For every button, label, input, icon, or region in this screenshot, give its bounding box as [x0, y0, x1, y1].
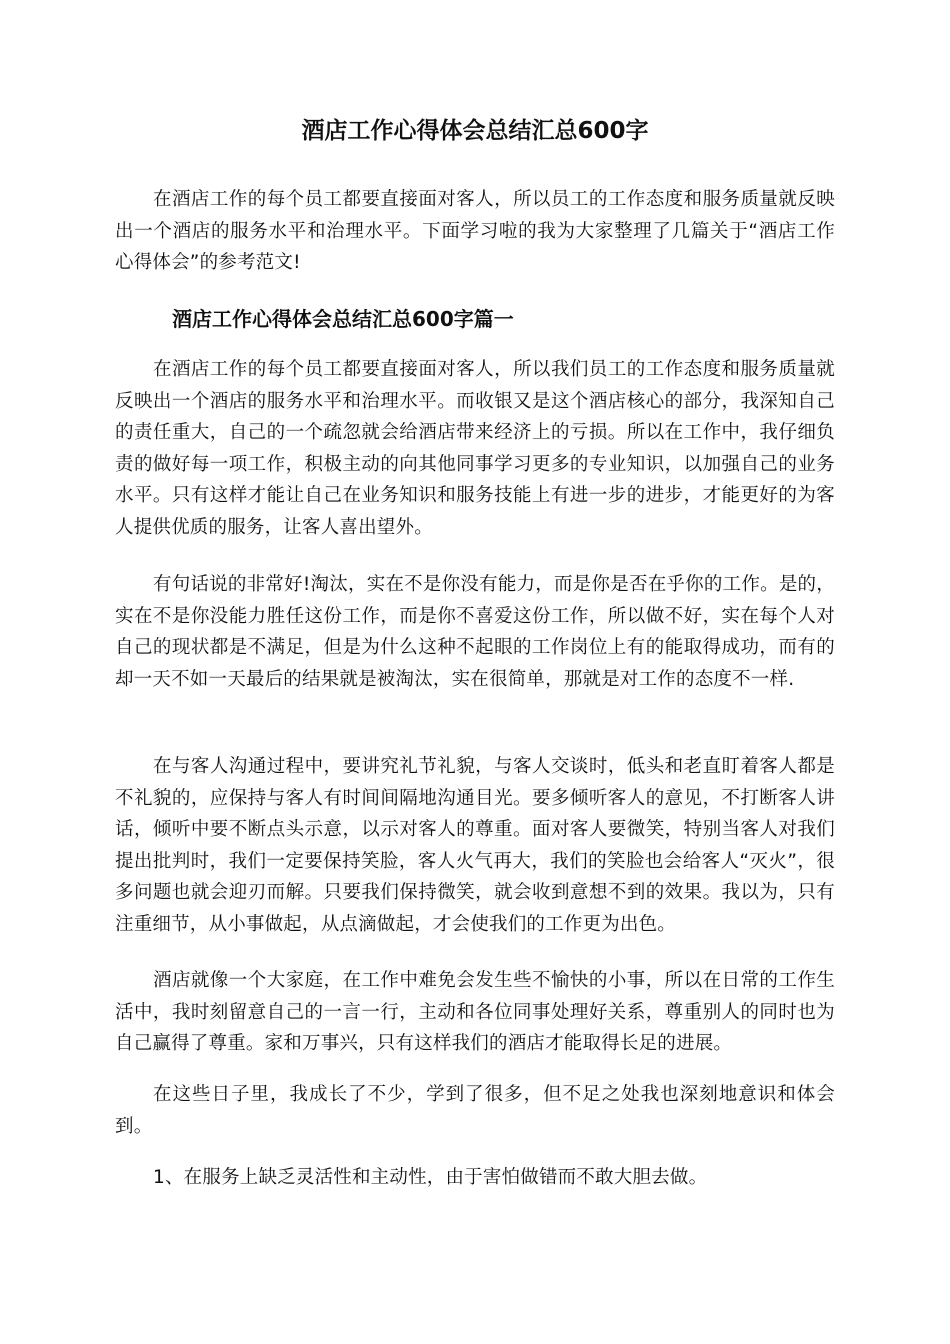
body-paragraph: 在酒店工作的每个员工都要直接面对客人，所以我们员工的工作态度和服务质量就反映出一个酒店的服务水平和治理水平。而收银又是这个酒店核心的部分，我深知自己的责任重大，自己的一个疏忽就会给酒店带来经济上的亏损。所以在工作中，我仔细负责的做好每一项工作，积极主动的向其他同事学习更多的专业知识，以加强自己的业务水平。只有这样才能让自己在业务知识和服务技能上有进一步的进步，才能更好的为客人提供优质的服务，让客人喜出望外。 — [115, 359, 835, 538]
body-paragraph: 酒店就像一个大家庭，在工作中难免会发生些不愉快的小事，所以在日常的工作生活中，我时刻留意自己的一言一行，主动和各位同事处理好关系，尊重别人的同时也为自己赢得了尊重。家和万事兴，只有这样我们的酒店才能取得长足的进展。 — [115, 970, 835, 1054]
document-title: 酒店工作心得体会总结汇总600字 — [301, 118, 649, 144]
body-paragraph: 在这些日子里，我成长了不少，学到了很多，但不足之处我也深刻地意识和体会到。 — [115, 1084, 835, 1137]
intro-paragraph: 在酒店工作的每个员工都要直接面对客人，所以员工的工作态度和服务质量就反映出一个酒店的服务水平和治理水平。下面学习啦的我为大家整理了几篇关于“酒店工作心得体会”的参考范文! — [115, 189, 835, 273]
list-item: 1、在服务上缺乏灵活性和主动性，由于害怕做错而不敢大胆去做。 — [153, 1167, 708, 1188]
body-paragraph: 有句话说的非常好!淘汰，实在不是你没有能力，而是你是否在乎你的工作。是的，实在不是你没能力胜任这份工作，而是你不喜爱这份工作，所以做不好，实在每个人对自己的现状都是不满足，但是为什么这种不起眼的工作岗位上有的能取得成功，而有的却一天不如一天最后的结果就是被淘汰，实在很简单，那就是对工作的态度不一样. — [115, 574, 835, 690]
body-paragraph: 在与客人沟通过程中，要讲究礼节礼貌，与客人交谈时，低头和老直盯着客人都是不礼貌的，应保持与客人有时间间隔地沟通目光。要多倾听客人的意见，不打断客人讲话，倾听中要不断点头示意，以示对客人的尊重。面对客人要微笑，特别当客人对我们提出批判时，我们一定要保持笑脸，客人火气再大，我们的笑脸也会给客人“灭火”，很多问题也就会迎刃而解。只要我们保持微笑，就会收到意想不到的效果。我以为，只有注重细节，从小事做起，从点滴做起，才会使我们的工作更为出色。 — [115, 756, 835, 935]
section-title: 酒店工作心得体会总结汇总600字篇一 — [172, 307, 514, 331]
